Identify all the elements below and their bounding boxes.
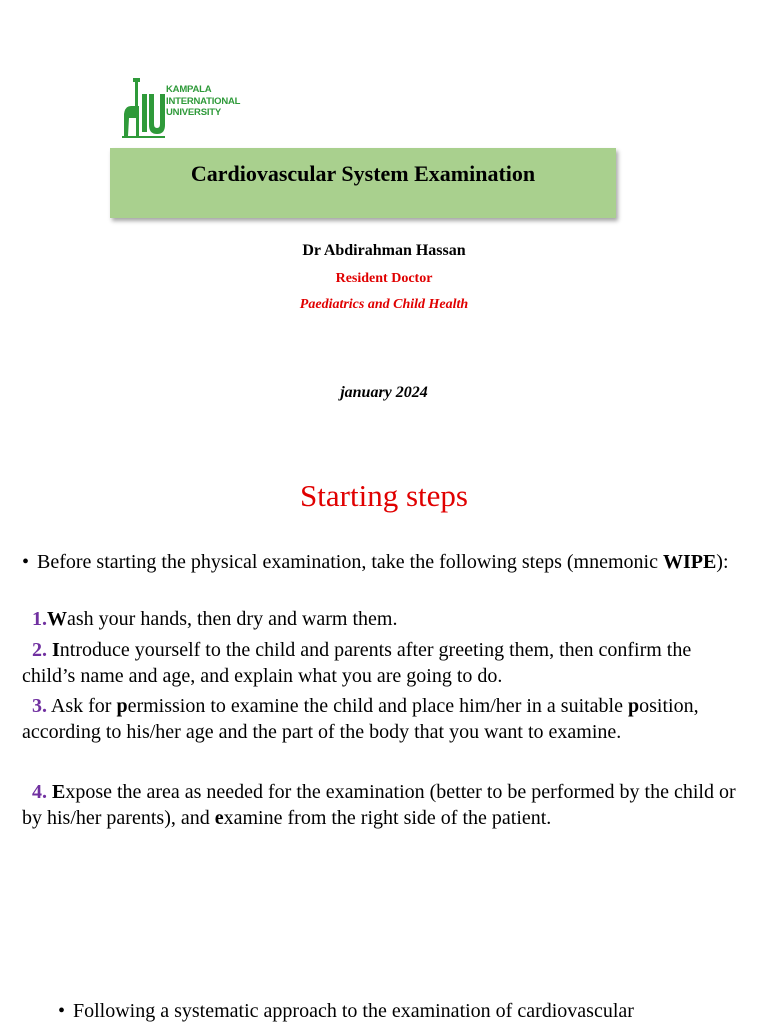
step-number: 3. <box>32 695 47 717</box>
presentation-title: Cardiovascular System Examination <box>190 161 536 186</box>
step-1: 1.Wash your hands, then dry and warm them. <box>32 608 398 630</box>
step-2: 2. Introduce yourself to the child and parents after greeting them, then confirm the child’s name and age, and explain what you are going to do. <box>22 639 692 687</box>
step-number: 4. <box>32 781 47 803</box>
bullet-icon: • <box>58 1000 66 1022</box>
section-title: Starting steps <box>300 478 468 513</box>
step-4: 4. Expose the area as needed for the examination (better to be performed by the child or by his/her parents), and examine from the right side of the patient. <box>22 781 736 829</box>
kiu-emblem-icon <box>121 76 165 140</box>
author-role: Resident Doctor <box>335 271 433 286</box>
bullet-icon: • <box>22 551 30 573</box>
presentation-date: january 2024 <box>340 384 428 401</box>
intro-paragraph: • Before starting the physical examination, take the following steps (mnemonic WIPE): <box>22 550 742 576</box>
author-department: Paediatrics and Child Health <box>299 297 469 312</box>
university-name: KAMPALA INTERNATIONAL UNIVERSITY <box>166 84 241 118</box>
next-slide-bullet: • Following a systematic approach to the examination of cardiovascular <box>58 999 748 1025</box>
title-banner <box>110 148 616 218</box>
author-name: Dr Abdirahman Hassan <box>302 242 466 259</box>
step-3: 3. Ask for permission to examine the child and place him/her in a suitable position, according to his/her age and the part of the body that you want to examine. <box>22 695 699 743</box>
step-number: 1. <box>32 608 47 630</box>
step-number: 2. <box>32 639 47 661</box>
university-logo <box>121 76 241 142</box>
